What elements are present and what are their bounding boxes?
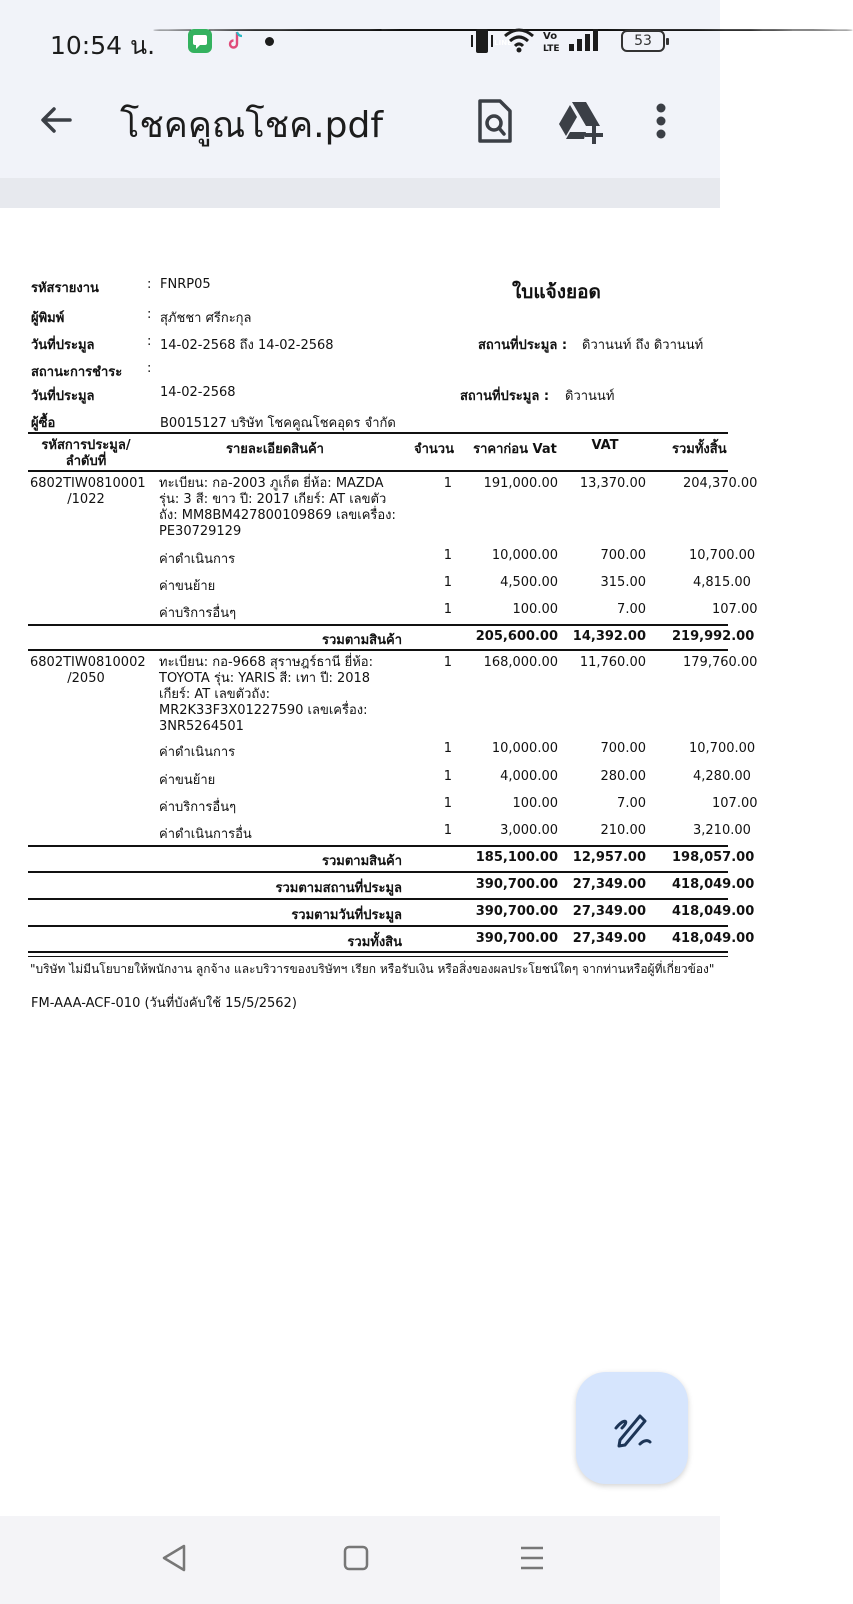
system-nav-bar	[0, 1516, 720, 1604]
col-qty: จำนวน	[414, 442, 454, 457]
item-total: 204,370.00	[683, 476, 758, 491]
add-to-drive-icon[interactable]	[556, 96, 606, 146]
subtotal-price: 185,100.00	[475, 850, 558, 865]
colon: :	[147, 334, 152, 349]
subtotal-rule	[28, 845, 728, 847]
status-time: 10:54 น.	[50, 31, 156, 60]
colon: :	[147, 307, 152, 322]
item-vat: 13,370.00	[579, 476, 646, 491]
fee-qty: 1	[443, 769, 452, 784]
more-notifications-dot	[265, 37, 274, 46]
grand-total-price: 390,700.00	[475, 931, 558, 946]
form-code: FM-AAA-ACF-010 (วันที่บังคับใช้ 15/5/2562)	[31, 996, 297, 1011]
report-code-label: รหัสรายงาน	[31, 281, 99, 296]
printer-name: สุภัชชา ศรีกะกุล	[160, 311, 252, 326]
disclaimer: "บริษัท ไม่มีนโยบายให้พนักงาน ลูกจ้าง และบริวารของบริษัทฯ เรียก หรือรับเงิน หรือสิ่งของผลประโยชน์ใดๆ จากท่านหรือผู้ที่เกี่ยวข้อง"	[30, 962, 715, 976]
fee-vat: 315.00	[600, 575, 646, 590]
fee-price: 4,000.00	[500, 769, 558, 784]
item-price: 168,000.00	[483, 655, 558, 670]
pen-icon	[610, 1406, 654, 1450]
volte-icon	[542, 28, 562, 54]
fee-total: 4,280.00	[693, 769, 751, 784]
statement-title: ใบแจ้งยอด	[512, 281, 601, 303]
fee-detail: ค่าดำเนินการอื่น	[159, 827, 252, 842]
fee-qty: 1	[443, 602, 452, 617]
grand-total-total: 418,049.00	[672, 931, 755, 946]
fee-qty: 1	[443, 575, 452, 590]
item-price: 191,000.00	[483, 476, 558, 491]
fee-total: 3,210.00	[693, 823, 751, 838]
fee-detail: ค่าดำเนินการ	[159, 745, 236, 760]
fee-qty: 1	[443, 796, 452, 811]
auction-date-label: วันที่ประมูล	[31, 338, 95, 353]
item-qty: 1	[443, 476, 452, 491]
battery-indicator: 53	[621, 30, 665, 52]
venue-label: สถานที่ประมูล :	[478, 338, 568, 353]
col-price: ราคาก่อน Vat	[473, 442, 557, 457]
status-bar	[0, 0, 720, 82]
subtotal-rule	[28, 649, 728, 651]
vibrate-icon	[468, 26, 496, 56]
fee-vat: 700.00	[600, 548, 646, 563]
table-header-rule	[28, 470, 728, 472]
fee-price: 4,500.00	[500, 575, 558, 590]
item-detail: ทะเบียน: กอ-2003 ภูเก็ต ยี่ห้อ: MAZDA รุ่น: 3 สี: ขาว ปี: 2017 เกียร์: AT เลขตัวถัง: MM8BM427800109869 เลขเครื่อง: PE30729129	[159, 476, 396, 539]
venue-total-total: 418,049.00	[672, 877, 755, 892]
fee-vat: 280.00	[600, 769, 646, 784]
col-code: รหัสการประมูล/ลำดับที่	[41, 438, 131, 469]
subtotal-rule	[28, 624, 728, 626]
auction-seq: /2050	[67, 671, 105, 686]
buyer-label: ผู้ซื้อ	[31, 416, 56, 431]
wifi-icon	[503, 26, 535, 54]
document-title: โชคคูณโชค.pdf	[120, 105, 384, 146]
subtotal-label: รวมตามสินค้า	[322, 633, 402, 648]
total-rule	[28, 925, 728, 927]
date-total-total: 418,049.00	[672, 904, 755, 919]
back-arrow-icon[interactable]	[36, 100, 76, 140]
svg-text:Vo: Vo	[543, 31, 558, 42]
col-detail: รายละเอียดสินค้า	[226, 442, 324, 457]
more-options-icon[interactable]	[650, 96, 672, 146]
fee-qty: 1	[443, 548, 452, 563]
date-total-label: รวมตามวันที่ประมูล	[291, 908, 402, 923]
fee-detail: ค่าดำเนินการ	[159, 552, 236, 567]
fee-price: 3,000.00	[500, 823, 558, 838]
fee-vat: 7.00	[617, 602, 646, 617]
report-code: FNRP05	[160, 277, 211, 292]
item-total: 179,760.00	[683, 655, 758, 670]
page-gap	[0, 178, 720, 208]
grand-total-vat: 27,349.00	[572, 931, 646, 946]
nav-back-icon[interactable]	[160, 1542, 188, 1574]
venue-total-price: 390,700.00	[475, 877, 558, 892]
tiktok-app-icon	[224, 29, 248, 53]
fee-price: 10,000.00	[491, 741, 558, 756]
signal-icon	[568, 28, 600, 52]
svg-text:LTE: LTE	[543, 44, 560, 54]
subtotal-total: 219,992.00	[672, 629, 755, 644]
fee-vat: 210.00	[600, 823, 646, 838]
fee-total: 10,700.00	[689, 741, 756, 756]
total-rule	[28, 951, 728, 953]
item-detail: ทะเบียน: กอ-9668 สุราษฎร์ธานี ยี่ห้อ: TOYOTA รุ่น: YARIS สี: เทา ปี: 2018 เกียร์: AT เลขตัวถัง: MR2K33F3X01227590 เลขเครื่อง: 3NR5264501	[159, 655, 373, 734]
grand-total-label: รวมทั้งสิน	[347, 935, 402, 950]
item-qty: 1	[443, 655, 452, 670]
fee-vat: 7.00	[617, 796, 646, 811]
total-rule	[28, 898, 728, 900]
fee-price: 10,000.00	[491, 548, 558, 563]
auction-date-label-2: วันที่ประมูล	[31, 389, 95, 404]
fee-vat: 700.00	[600, 741, 646, 756]
subtotal-price: 205,600.00	[475, 629, 558, 644]
date-total-price: 390,700.00	[475, 904, 558, 919]
item-vat: 11,760.00	[579, 655, 646, 670]
fee-qty: 1	[443, 823, 452, 838]
printer-label: ผู้พิมพ์	[31, 311, 65, 326]
subtotal-vat: 14,392.00	[572, 629, 646, 644]
fee-detail: ค่าขนย้าย	[159, 579, 216, 594]
pdf-page	[0, 208, 758, 1516]
auction-seq: /1022	[67, 492, 105, 507]
col-total: รวมทั้งสิ้น	[672, 442, 727, 457]
nav-home-icon[interactable]	[342, 1544, 370, 1572]
subtotal-label: รวมตามสินค้า	[322, 854, 402, 869]
subtotal-rule	[28, 871, 728, 873]
fee-total: 10,700.00	[689, 548, 756, 563]
fee-total: 107.00	[712, 602, 758, 617]
fee-total: 4,815.00	[693, 575, 751, 590]
venue-total-label: รวมตามสถานที่ประมูล	[275, 881, 402, 896]
auction-date: 14-02-2568	[160, 385, 236, 400]
fee-total: 107.00	[712, 796, 758, 811]
nav-recents-icon[interactable]	[518, 1544, 546, 1572]
date-total-vat: 27,349.00	[572, 904, 646, 919]
venue-range: ดิวานนท์ ถึง ดิวานนท์	[582, 338, 704, 353]
auction-date-range: 14-02-2568 ถึง 14-02-2568	[160, 338, 334, 353]
annotate-button[interactable]	[576, 1372, 688, 1484]
messages-app-icon	[188, 29, 212, 53]
col-vat: VAT	[591, 438, 619, 453]
buyer: B0015127 บริษัท โชคคูณโชคอุดร จำกัด	[160, 416, 396, 431]
colon: :	[147, 361, 152, 376]
total-double-rule	[28, 956, 728, 957]
payment-status-label: สถานะการชำระ	[31, 365, 123, 380]
venue-label-2: สถานที่ประมูล :	[460, 389, 550, 404]
fee-detail: ค่าบริการอื่นๆ	[159, 606, 237, 621]
colon: :	[147, 277, 152, 292]
fee-price: 100.00	[512, 602, 558, 617]
fee-qty: 1	[443, 741, 452, 756]
subtotal-total: 198,057.00	[672, 850, 755, 865]
app-bar	[0, 82, 720, 178]
fee-detail: ค่าบริการอื่นๆ	[159, 800, 237, 815]
line-app-icon: LINE	[153, 29, 853, 31]
subtotal-vat: 12,957.00	[572, 850, 646, 865]
table-top-rule	[28, 432, 728, 434]
auction-code: 6802TIW0810001	[30, 476, 146, 491]
venue: ดิวานนท์	[565, 389, 615, 404]
search-document-icon[interactable]	[470, 96, 520, 146]
fee-detail: ค่าขนย้าย	[159, 773, 216, 788]
auction-code: 6802TIW0810002	[30, 655, 146, 670]
venue-total-vat: 27,349.00	[572, 877, 646, 892]
fee-price: 100.00	[512, 796, 558, 811]
